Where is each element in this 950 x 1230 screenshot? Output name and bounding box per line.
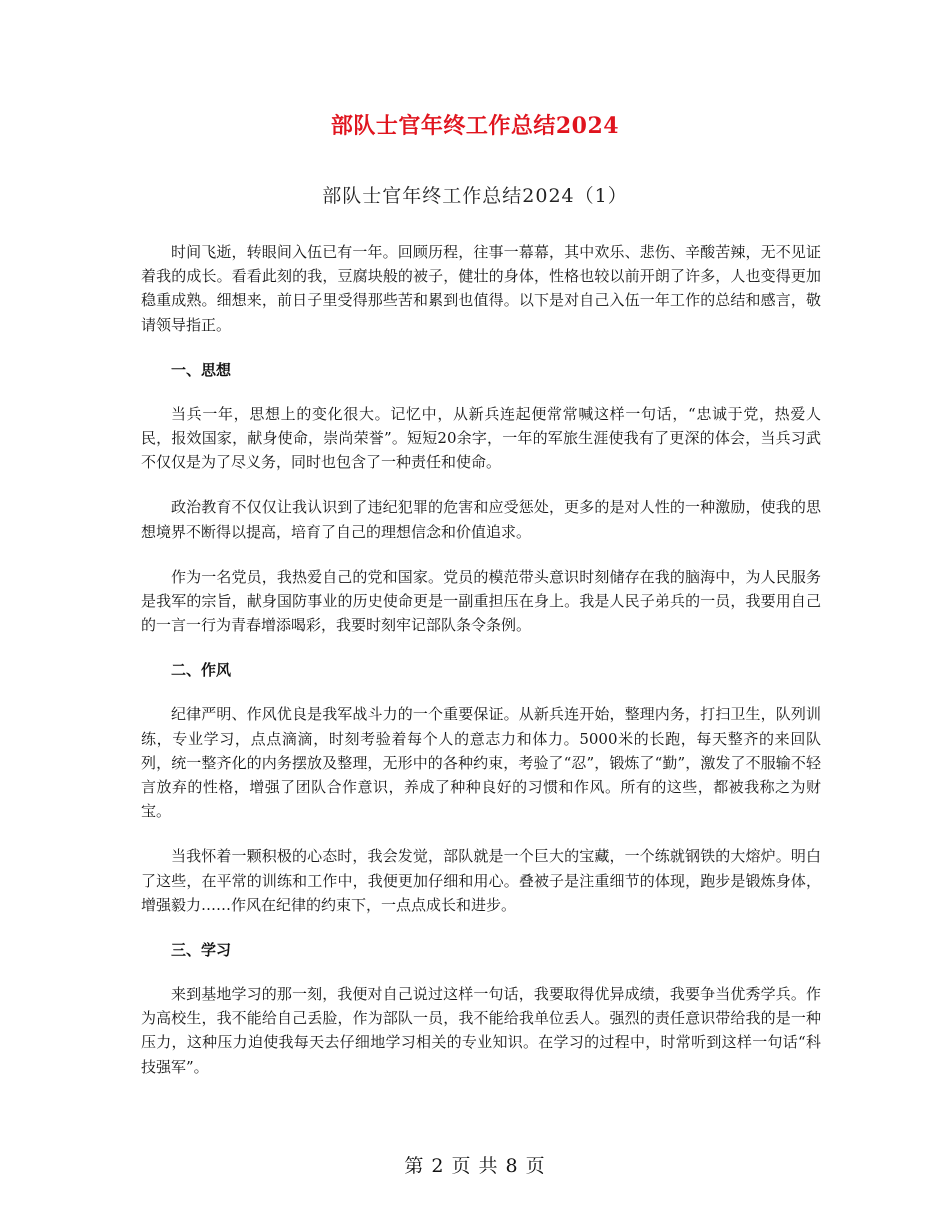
section-heading-thought: 一、思想 bbox=[171, 360, 232, 379]
document-body bbox=[141, 240, 821, 1100]
style-paragraph-2: 当我怀着一颗积极的心态时，我会发觉，部队就是一个巨大的宝藏，一个练就钢铁的大熔炉。明白了这些，在平常的训练和工作中，我便更加仔细和用心。叠被子是注重细节的体现，跑步是锻炼身体，增强毅力……作风在纪律的约束下，一点点成长和进步。 bbox=[141, 847, 821, 914]
document-title: 部队士官年终工作总结2024 bbox=[330, 113, 620, 139]
document-subtitle: 部队士官年终工作总结2024（1） bbox=[322, 185, 628, 207]
section-heading-study: 三、学习 bbox=[171, 941, 232, 960]
page-number-footer: 第 2 页 共 8 页 bbox=[404, 1155, 546, 1177]
study-paragraph-1: 来到基地学习的那一刻，我便对自己说过这样一句话，我要取得优异成绩，我要争当优秀学兵。作为高校生，我不能给自己丢脸，作为部队一员，我不能给我单位丢人。强烈的责任意识带给我的是一种压力，这种压力迫使我每天去仔细地学习相关的专业知识。在学习的过程中，时常听到这样一句话“科技强军”。 bbox=[141, 985, 821, 1076]
style-paragraph-1: 纪律严明、作风优良是我军战斗力的一个重要保证。从新兵连开始，整理内务，打扫卫生，队列训练，专业学习，点点滴滴，时刻考验着每个人的意志力和体力。5000米的长跑，每天整齐的来回队列，统一整齐化的内务摆放及整理，无形中的各种约束，考验了“忍”，锻炼了“勤”，激发了不服输不轻言放弃的性格，增强了团队合作意识，养成了种种良好的习惯和作风。所有的这些，都被我称之为财宝。 bbox=[141, 705, 821, 821]
thought-paragraph-3: 作为一名党员，我热爱自己的党和国家。党员的模范带头意识时刻储存在我的脑海中，为人民服务是我军的宗旨，献身国防事业的历史使命更是一副重担压在身上。我是人民子弟兵的一员，我要用自己的一言一行为青春增添喝彩，我要时刻牢记部队条令条例。 bbox=[141, 567, 821, 635]
intro-paragraph: 时间飞逝，转眼间入伍已有一年。回顾历程，往事一幕幕，其中欢乐、悲伤、辛酸苦辣，无不见证着我的成长。看看此刻的我，豆腐块般的被子，健壮的身体，性格也较以前开朗了许多，人也变得更加稳重成熟。细想来，前日子里受得那些苦和累到也值得。以下是对自己入伍一年工作的总结和感言，敬请领导指正。 bbox=[141, 243, 821, 334]
thought-paragraph-1: 当兵一年，思想上的变化很大。记忆中，从新兵连起便常常喊这样一句话，“忠诚于党，热爱人民，报效国家，献身使命，崇尚荣誉”。短短20余字，一年的军旅生涯使我有了更深的体会，当兵习武不仅仅是为了尽义务，同时也包含了一种责任和使命。 bbox=[141, 404, 821, 472]
thought-paragraph-2: 政治教育不仅仅让我认识到了违纪犯罪的危害和应受惩处，更多的是对人性的一种激励，使我的思想境界不断得以提高，培育了自己的理想信念和价值追求。 bbox=[141, 498, 821, 541]
section-heading-style: 二、作风 bbox=[171, 661, 232, 680]
